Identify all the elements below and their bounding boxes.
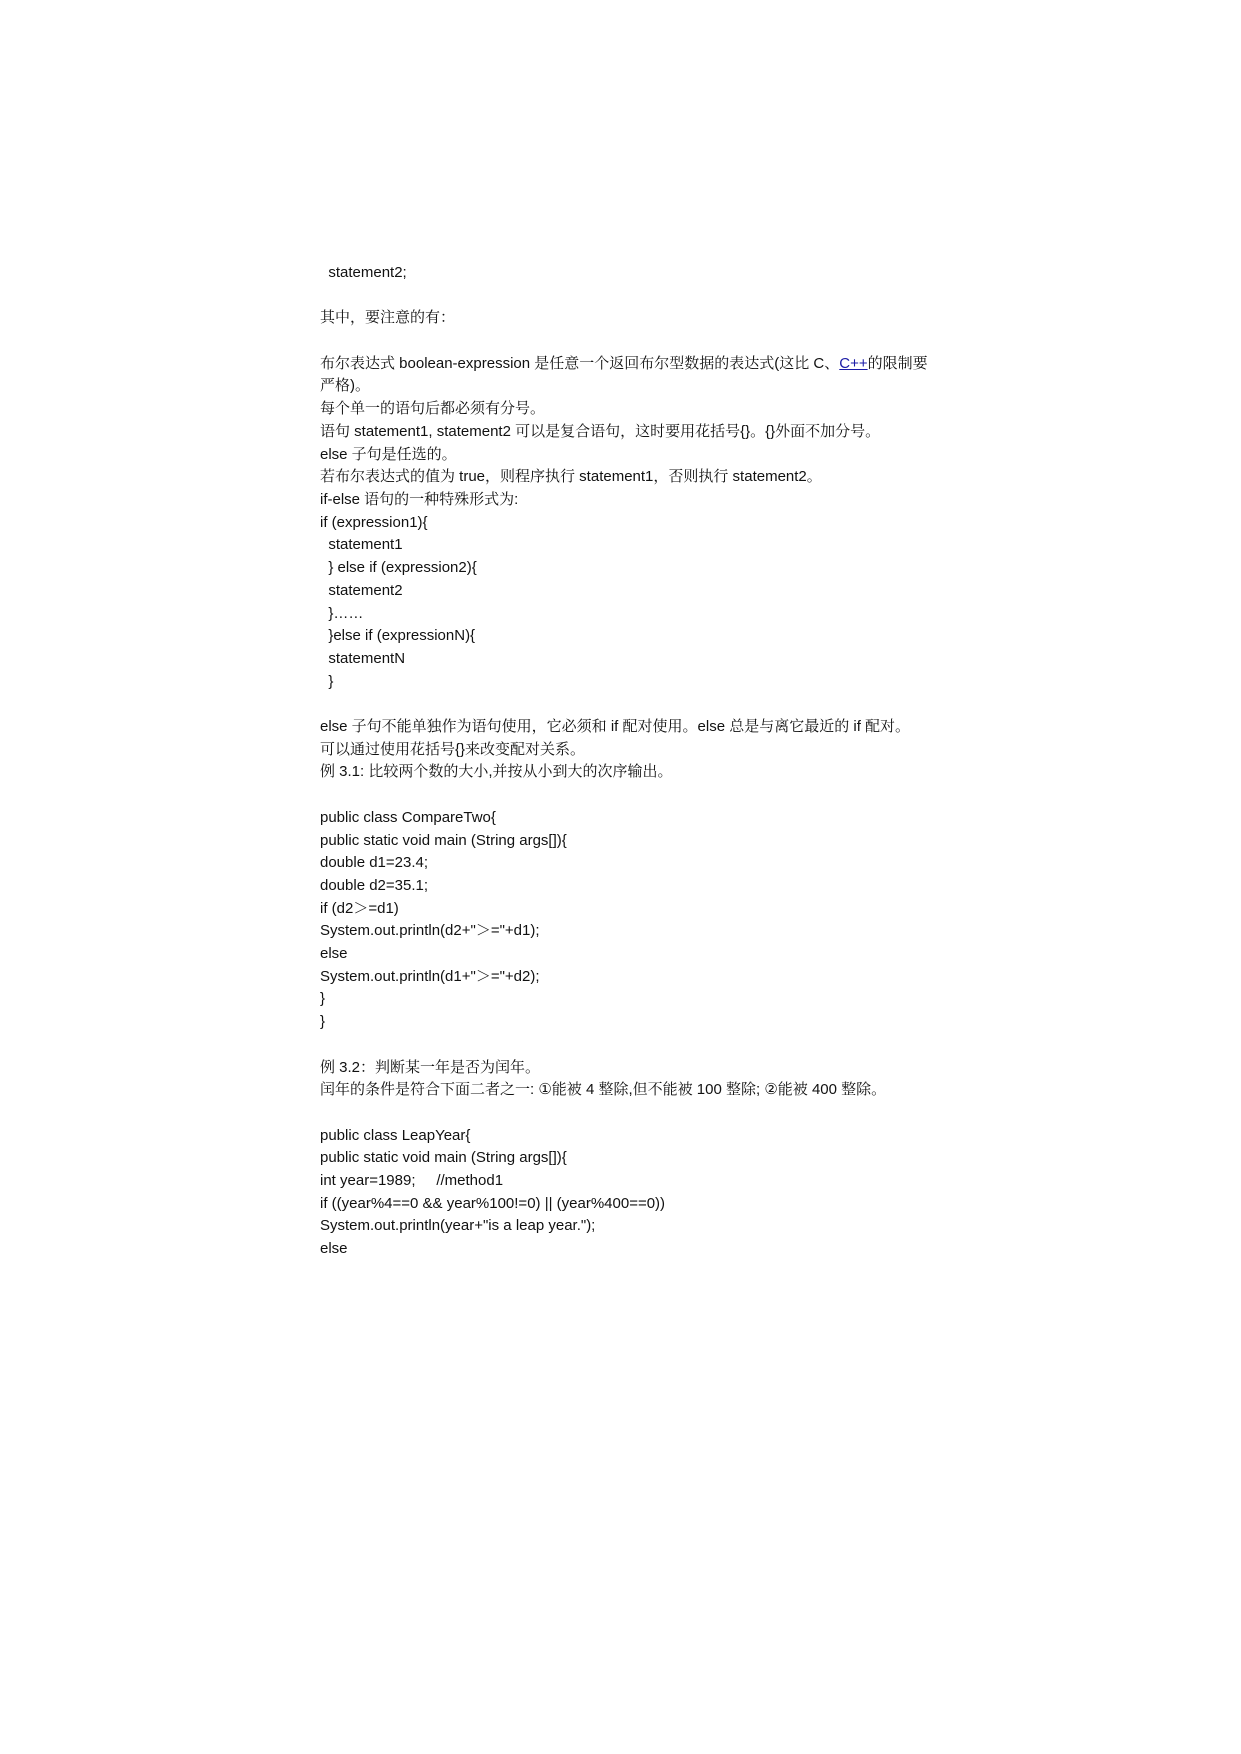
- text-segment: 布尔表达式 boolean-expression 是任意一个返回布尔型数据的表达式(这比 C、: [320, 354, 840, 372]
- text-line: else 子句是任选的。: [320, 445, 457, 463]
- code-line: public static void main (String args[]){: [320, 831, 567, 849]
- code-line: statementN: [320, 649, 406, 667]
- text-paragraph: [320, 353, 940, 398]
- document-body: [320, 262, 940, 1261]
- code-line: }: [320, 672, 334, 690]
- code-line: statement2: [320, 581, 403, 599]
- code-line: else: [320, 945, 348, 963]
- code-line: }: [320, 1013, 326, 1031]
- blank-line: [320, 285, 940, 308]
- code-line: double d2=35.1;: [320, 876, 429, 894]
- text-line: 每个单一的语句后都必须有分号。: [320, 400, 546, 418]
- code-line: public class CompareTwo{: [320, 808, 496, 826]
- code-line: System.out.println(year+"is a leap year.");: [320, 1217, 596, 1235]
- code-line: if ((year%4==0 && year%100!=0) || (year%400==0)): [320, 1194, 666, 1212]
- code-line: public static void main (String args[]){: [320, 1149, 567, 1167]
- blank-line: [320, 330, 940, 353]
- text-line: 闰年的条件是符合下面二者之一: ①能被 4 整除,但不能被 100 整除; ②能被 400 整除。: [320, 1081, 887, 1099]
- code-line: int year=1989; //method1: [320, 1172, 504, 1190]
- blank-line: [320, 693, 940, 716]
- code-line: System.out.println(d2+"＞="+d1);: [320, 922, 540, 940]
- code-line: } else if (expression2){: [320, 559, 477, 577]
- code-line: }……: [320, 604, 364, 622]
- text-line: if-else 语句的一种特殊形式为:: [320, 491, 519, 508]
- text-line: 例 3.1: 比较两个数的大小,并按从小到大的次序输出。: [320, 763, 673, 781]
- text-segment: 的限制要严格)。: [320, 354, 928, 395]
- cpp-link[interactable]: C++: [839, 354, 868, 372]
- blank-line: [320, 784, 940, 807]
- code-line: statement2;: [320, 264, 407, 281]
- text-line: 其中，要注意的有：: [320, 309, 456, 327]
- code-line: statement1: [320, 536, 403, 554]
- blank-line: [320, 1034, 940, 1057]
- code-line: if (expression1){: [320, 513, 428, 531]
- code-line: }else if (expressionN){: [320, 627, 476, 645]
- code-line: double d1=23.4;: [320, 854, 429, 872]
- text-line: 可以通过使用花括号{}来改变配对关系。: [320, 740, 586, 758]
- text-line: 语句 statement1, statement2 可以是复合语句，这时要用花括号{}。{}外面不加分号。: [320, 422, 881, 440]
- code-line: }: [320, 990, 326, 1008]
- code-line: else: [320, 1240, 348, 1258]
- code-line: public class LeapYear{: [320, 1126, 471, 1144]
- text-line: 若布尔表达式的值为 true，则程序执行 statement1，否则执行 statement2。: [320, 468, 822, 486]
- text-line: else 子句不能单独作为语句使用，它必须和 if 配对使用。else 总是与离它最近的 if 配对。: [320, 718, 911, 736]
- code-line: if (d2＞=d1): [320, 899, 399, 917]
- code-line: System.out.println(d1+"＞="+d2);: [320, 967, 540, 985]
- text-line: 例 3.2：判断某一年是否为闰年。: [320, 1058, 541, 1076]
- blank-line: [320, 1102, 940, 1125]
